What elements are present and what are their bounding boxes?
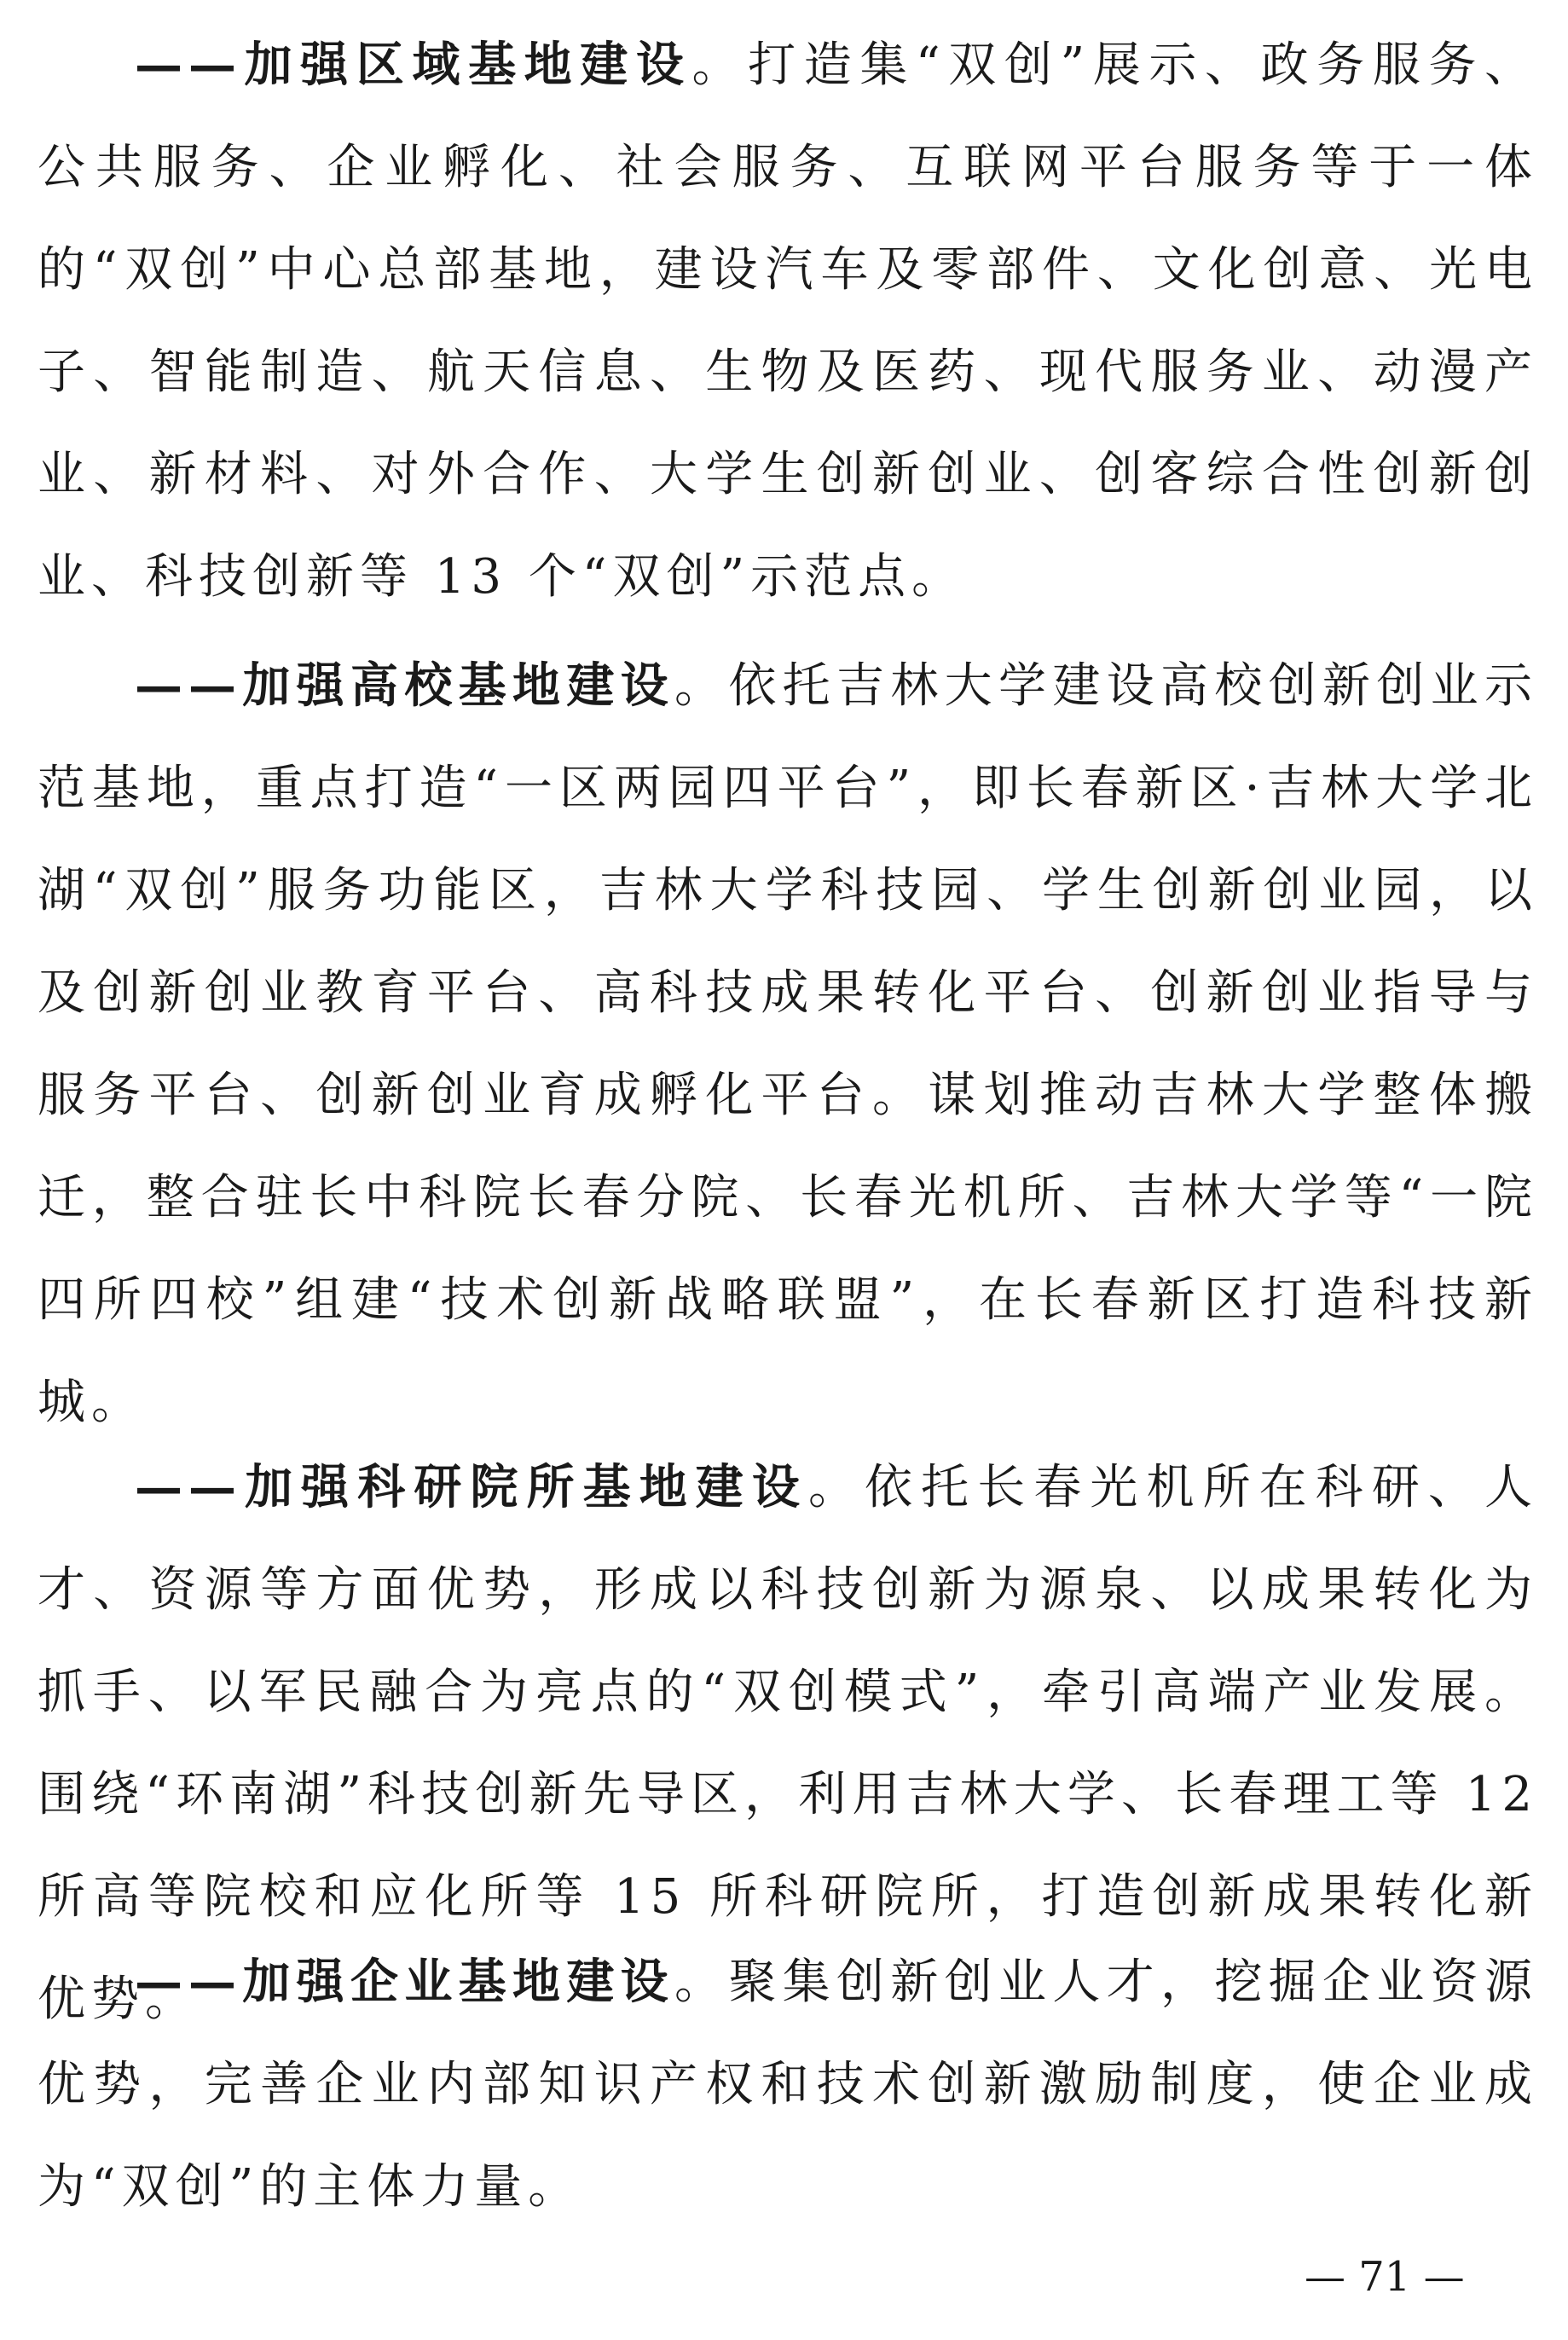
paragraph-body: 。聚集创新创业人才，挖掘企业资源优势，完善企业内部知识产权和技术创新激励制度，使企业成为“双创”的主体力量。 xyxy=(38,1955,1539,2215)
paragraph-heading: ——加强科研院所基地建设 xyxy=(135,1459,808,1515)
paragraph-enterprise-base xyxy=(38,1931,1538,2239)
paragraph-body: 。依托长春光机所在科研、人才、资源等方面优势，形成以科技创新为源泉、以成果转化为抓手、以军民融合为亮点的“双创模式”，牵引高端产业发展。围绕“环南湖”科技创新先导区，利用吉林大学、长春理工等 12 所高等院校和应化所等 15 所科研院所，打造创新成果转化新优势。 xyxy=(38,1460,1539,2027)
paragraph-university-base xyxy=(38,634,1538,1454)
paragraph-heading: ——加强高校基地建设 xyxy=(135,657,674,714)
paragraph-heading: ——加强区域基地建设 xyxy=(135,37,692,93)
page-number: — 71 — xyxy=(1305,2253,1465,2301)
paragraph-regional-base xyxy=(38,14,1538,628)
paragraph-body: 。依托吉林大学建设高校创新创业示范基地，重点打造“一区两园四平台”，即长春新区·吉林大学北湖“双创”服务功能区，吉林大学科技园、学生创新创业园，以及创新创业教育平台、高科技成果转化平台、创新创业指导与服务平台、创新创业育成孵化平台。谋划推动吉林大学整体搬迁，整合驻长中科院长春分院、长春光机所、吉林大学等“一院四所四校”组建“技术创新战略联盟”，在长春新区打造科技新城。 xyxy=(38,658,1539,1430)
paragraph-heading: ——加强企业基地建设 xyxy=(135,1954,674,2010)
paragraph-body: 。打造集“双创”展示、政务服务、公共服务、企业孵化、社会服务、互联网平台服务等于一体的“双创”中心总部基地，建设汽车及零部件、文化创意、光电子、智能制造、航天信息、生物及医药、现代服务业、动漫产业、新材料、对外合作、大学生创新创业、创客综合性创新创业、科技创新等 13 个“双创”示范点。 xyxy=(38,38,1538,605)
